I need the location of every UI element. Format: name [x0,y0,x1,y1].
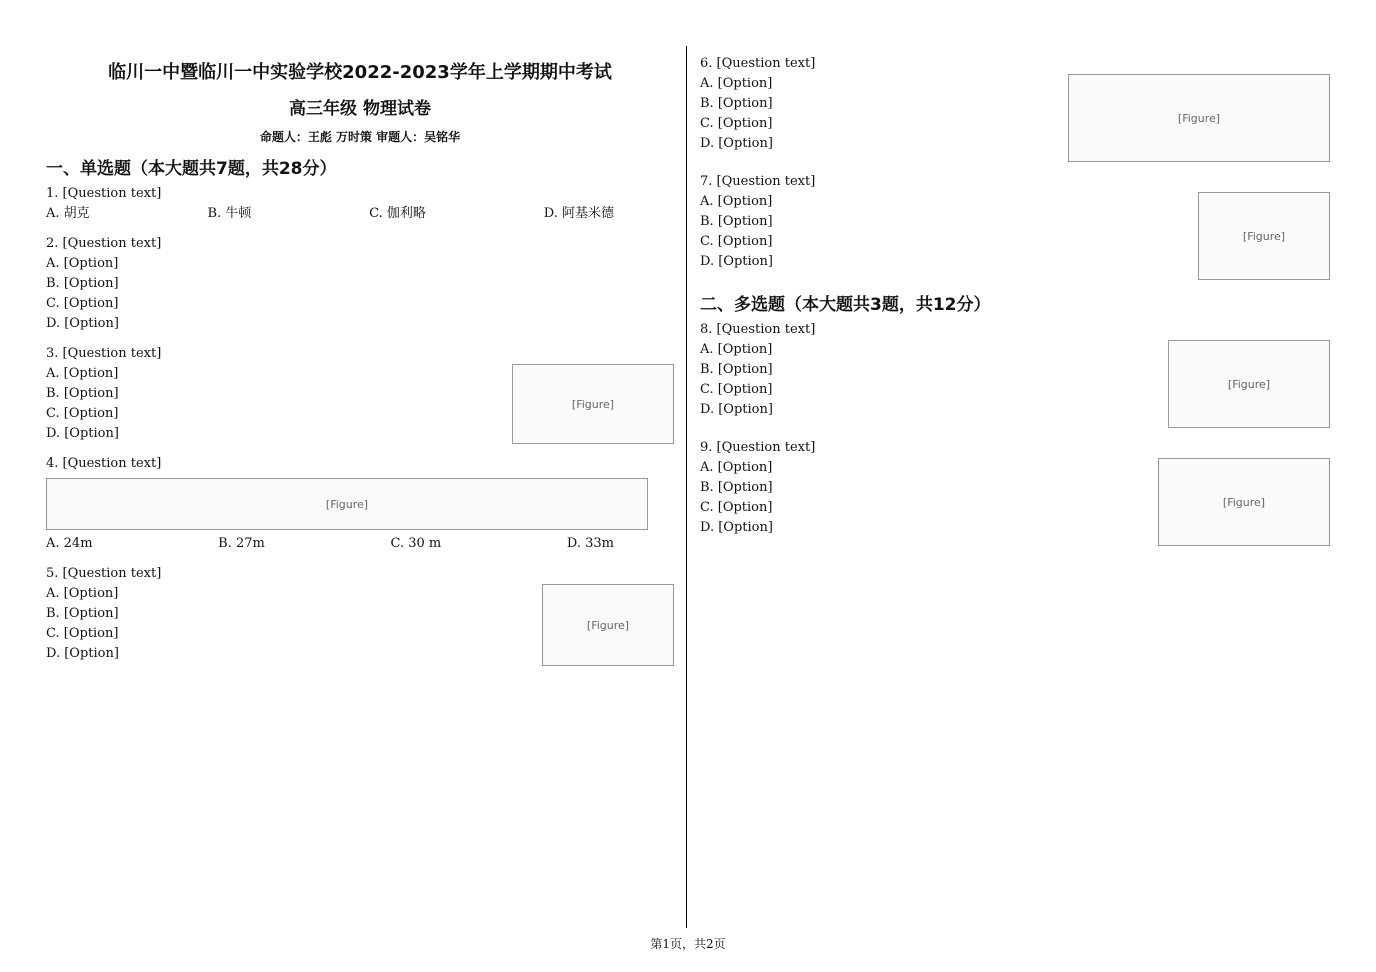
option-d: D. 阿基米德 [543,206,614,221]
option-d: D. [Option] [46,426,119,441]
option-d: D. [Option] [700,402,773,417]
option-a: A. [Option] [700,342,773,357]
option-a: A. [Option] [700,194,773,209]
question-5 [46,564,674,666]
figure-placeholder: [Figure] [1158,458,1330,546]
option-c: C. [Option] [700,234,773,249]
option-b: B. 牛顿 [207,206,252,221]
option-c: C. [Option] [46,626,119,641]
question-text: 4. [Question text] [46,456,162,471]
figure-placeholder: [Figure] [1168,340,1330,428]
option-c: C. 伽利略 [369,206,426,221]
question-text: 5. [Question text] [46,566,162,581]
question-8 [700,320,1330,428]
right-column [700,40,1330,924]
option-a: A. 24m [46,536,93,551]
exam-authors: 命题人：王彪 万时策 审题人：吴铭华 [259,130,461,144]
question-text: 1. [Question text] [46,186,162,201]
section-heading-multi: 二、多选题（本大题共3题，共12分） [700,295,991,315]
option-c: C. [Option] [700,116,773,131]
option-c: C. [Option] [46,296,119,311]
question-text: 8. [Question text] [700,322,816,337]
option-b: B. [Option] [700,362,773,377]
figure-placeholder: [Figure] [46,478,648,530]
figure-placeholder: [Figure] [542,584,674,666]
question-text: 7. [Question text] [700,174,816,189]
option-d: D. [Option] [46,316,119,331]
exam-title: 临川一中暨临川一中实验学校2022-2023学年上学期期中考试 [108,62,612,83]
option-c: C. 30 m [390,536,442,551]
option-a: A. [Option] [46,366,119,381]
figure-placeholder: [Figure] [1198,192,1330,280]
option-b: B. [Option] [46,606,119,621]
option-b: B. [Option] [700,214,773,229]
option-a: A. [Option] [46,586,119,601]
option-d: D. [Option] [700,520,773,535]
options [46,204,674,224]
option-b: B. [Option] [46,276,119,291]
page-footer: 第1页，共2页 [650,937,726,951]
option-b: B. 27m [218,536,265,551]
question-9 [700,438,1330,546]
question-4 [46,454,674,554]
question-text: 2. [Question text] [46,236,162,251]
option-d: D. 33m [566,536,614,551]
question-text: 3. [Question text] [46,346,162,361]
option-a: A. [Option] [46,256,119,271]
question-3 [46,344,674,444]
question-text: 9. [Question text] [700,440,816,455]
question-1 [46,184,674,224]
exam-subtitle: 高三年级 物理试卷 [289,99,431,119]
options [46,534,674,554]
option-d: D. [Option] [700,254,773,269]
left-column [46,40,674,924]
option-b: B. [Option] [700,480,773,495]
figure-placeholder: [Figure] [512,364,674,444]
column-divider [686,46,687,928]
option-a: A. 胡克 [46,206,90,221]
question-6 [700,54,1330,162]
option-d: D. [Option] [46,646,119,661]
section-heading-single: 一、单选题（本大题共7题，共28分） [46,159,337,179]
question-7 [700,172,1330,280]
option-c: C. [Option] [700,382,773,397]
option-b: B. [Option] [700,96,773,111]
option-b: B. [Option] [46,386,119,401]
question-2 [46,234,674,334]
option-c: C. [Option] [46,406,119,421]
option-c: C. [Option] [700,500,773,515]
question-text: 6. [Question text] [700,56,816,71]
option-d: D. [Option] [700,136,773,151]
figure-placeholder: [Figure] [1068,74,1330,162]
option-a: A. [Option] [700,460,773,475]
option-a: A. [Option] [700,76,773,91]
